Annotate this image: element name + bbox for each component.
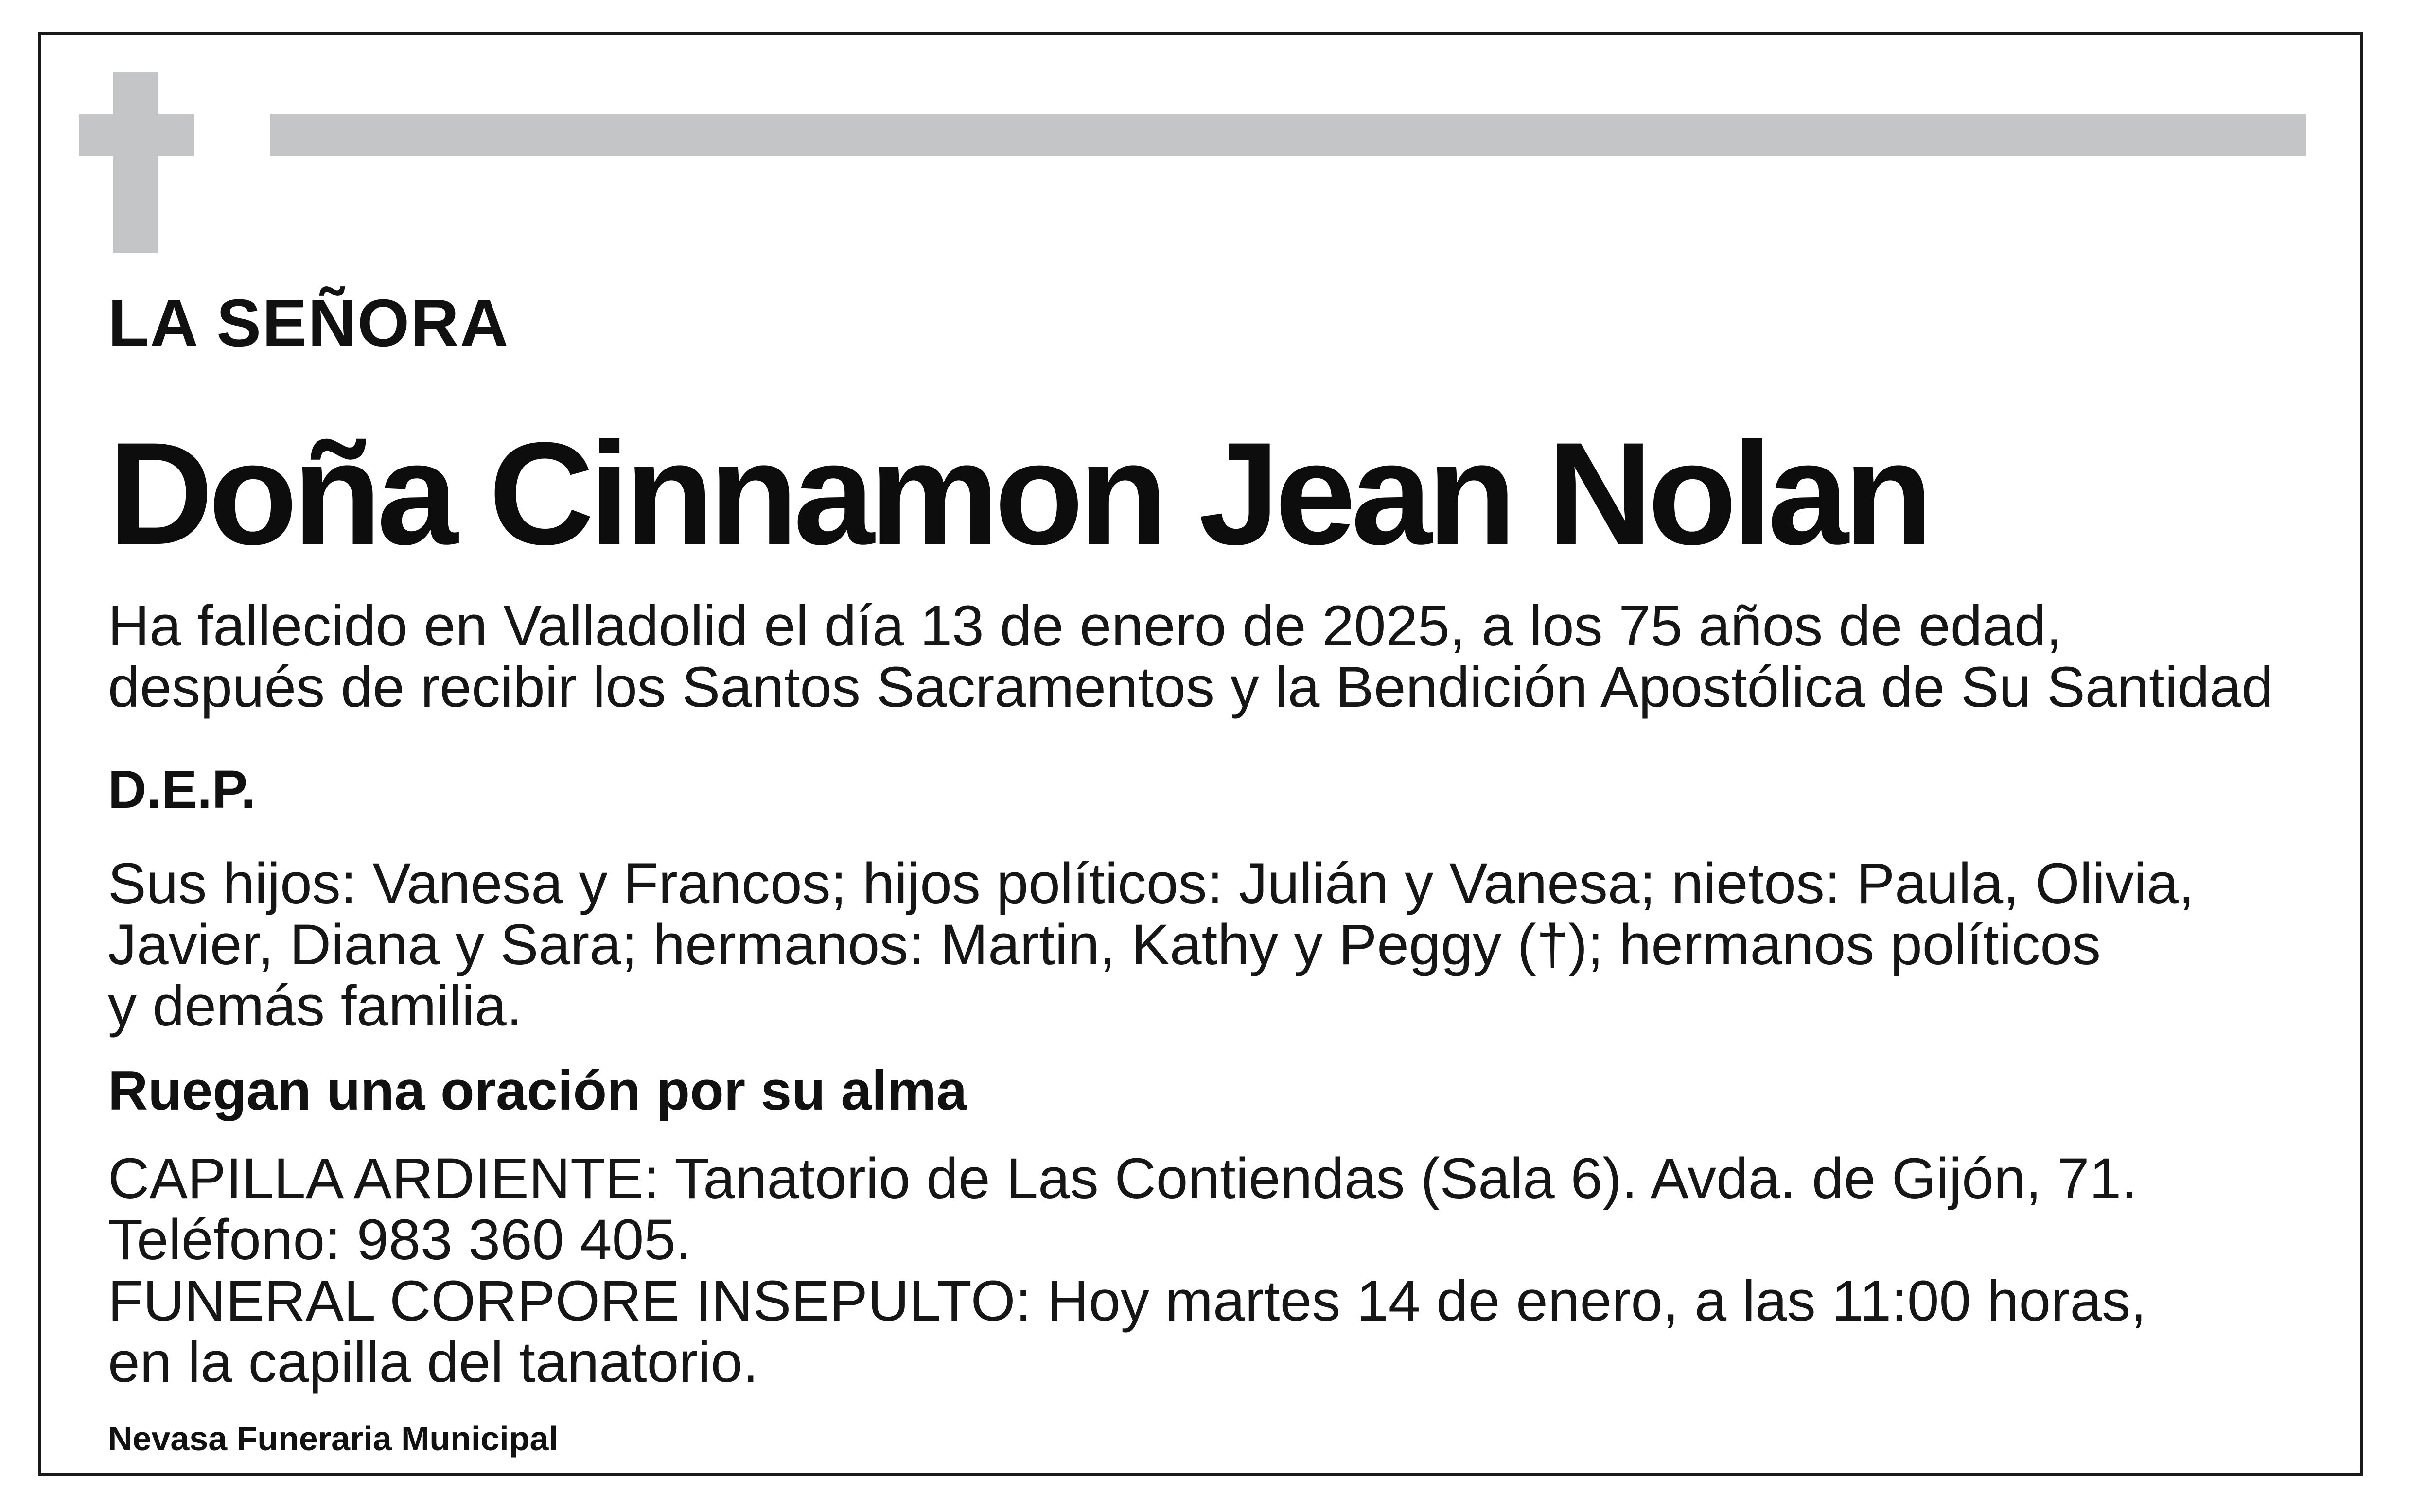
cross-icon (113, 72, 158, 253)
service-line: FUNERAL CORPORE INSEPULTO: Hoy martes 14 de enero, a las 11:00 horas, (108, 1269, 2146, 1333)
service-details (108, 1148, 2146, 1393)
death-announcement-line: Ha fallecido en Valladolid el día 13 de enero de 2025, a los 75 años de edad, (108, 594, 2062, 658)
service-line: Teléfono: 983 360 405. (108, 1208, 692, 1272)
family-line: y demás familia. (108, 974, 523, 1038)
family-list (108, 853, 2195, 1037)
dep-label: D.E.P. (108, 760, 256, 819)
funeral-home: Nevasa Funeraria Municipal (108, 1420, 558, 1458)
decorative-top-bar (270, 114, 2306, 156)
deceased-name: Doña Cinnamon Jean Nolan (108, 412, 1928, 575)
family-line: Sus hijos: Vanesa y Francos; hijos políticos: Julián y Vanesa; nietos: Paula, Olivia, (108, 852, 2195, 916)
death-announcement (108, 595, 2273, 718)
cross-icon-arm (79, 114, 194, 156)
service-line: CAPILLA ARDIENTE: Tanatorio de Las Contiendas (Sala 6). Avda. de Gijón, 71. (108, 1147, 2137, 1211)
death-announcement-line: después de recibir los Santos Sacramentos y la Bendición Apostólica de Su Santidad (108, 655, 2273, 719)
prayer-request: Ruegan una oración por su alma (108, 1060, 967, 1122)
title-prefix: LA SEÑORA (108, 286, 510, 361)
service-line: en la capilla del tanatorio. (108, 1330, 759, 1394)
family-line: Javier, Diana y Sara; hermanos: Martin, Kathy y Peggy (†); hermanos políticos (108, 913, 2101, 977)
